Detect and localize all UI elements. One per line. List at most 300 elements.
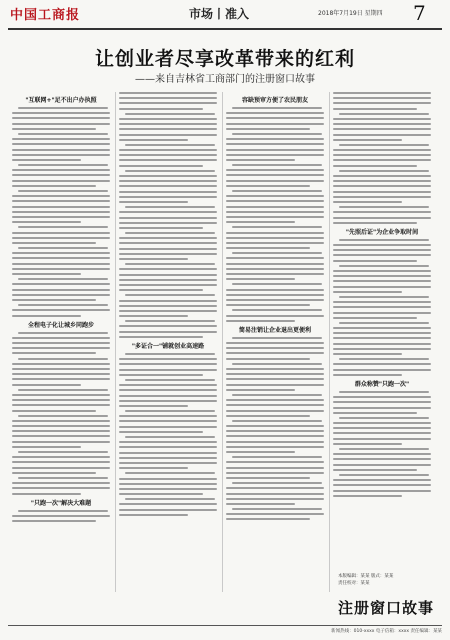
text-line-placeholder — [333, 280, 431, 282]
text-line-placeholder — [226, 206, 324, 208]
text-line-placeholder — [226, 487, 324, 489]
article-subheadline: ——来自吉林省工商部门的注册窗口故事 — [135, 74, 315, 85]
text-line-placeholder — [333, 458, 431, 460]
text-line-placeholder — [333, 301, 431, 303]
text-line-placeholder — [18, 358, 108, 360]
text-line-placeholder — [119, 139, 188, 141]
text-line-placeholder — [226, 159, 295, 161]
text-line-placeholder — [226, 123, 324, 125]
text-line-placeholder — [12, 493, 81, 495]
text-line-placeholder — [12, 237, 110, 239]
text-line-placeholder — [18, 190, 108, 192]
text-line-placeholder — [226, 352, 324, 354]
text-line-placeholder — [226, 211, 324, 213]
text-line-placeholder — [18, 477, 108, 479]
text-line-placeholder — [333, 196, 431, 198]
text-line-placeholder — [12, 363, 110, 365]
text-line-placeholder — [125, 263, 215, 265]
text-line-placeholder — [339, 417, 429, 419]
text-line-placeholder — [226, 304, 310, 306]
credit-line: 责任校对：某某 — [338, 581, 370, 586]
text-line-placeholder — [333, 102, 431, 104]
text-line-placeholder — [232, 420, 322, 422]
text-line-placeholder — [119, 268, 217, 270]
text-line-placeholder — [125, 498, 215, 500]
text-line-placeholder — [339, 170, 429, 172]
text-line-placeholder — [333, 401, 431, 403]
text-line-placeholder — [226, 378, 324, 380]
text-line-placeholder — [226, 513, 324, 515]
text-line-placeholder — [119, 242, 217, 244]
text-line-placeholder — [119, 446, 217, 448]
text-line-placeholder — [12, 425, 110, 427]
text-line-placeholder — [232, 107, 322, 109]
text-line-placeholder — [12, 180, 110, 182]
text-line-placeholder — [226, 518, 310, 520]
text-line-placeholder — [12, 174, 110, 176]
column-subhead: "只跑一次"解决大难题 — [30, 499, 92, 507]
text-line-placeholder — [125, 379, 215, 381]
text-line-placeholder — [119, 420, 217, 422]
text-line-placeholder — [333, 201, 402, 203]
text-line-placeholder — [12, 315, 81, 317]
text-line-placeholder — [12, 410, 96, 412]
page-number: 7 — [413, 1, 426, 25]
text-line-placeholder — [333, 275, 431, 277]
text-line-placeholder — [226, 278, 295, 280]
text-line-placeholder — [12, 467, 110, 469]
text-line-placeholder — [12, 123, 110, 125]
text-line-placeholder — [125, 170, 215, 172]
text-line-placeholder — [119, 175, 217, 177]
text-line-placeholder — [226, 320, 295, 322]
text-line-placeholder — [119, 503, 217, 505]
text-line-placeholder — [12, 520, 96, 522]
text-line-placeholder — [333, 175, 431, 177]
text-line-placeholder — [12, 420, 110, 422]
text-line-placeholder — [119, 315, 188, 317]
text-line-placeholder — [12, 200, 110, 202]
text-line-placeholder — [12, 143, 110, 145]
text-line-placeholder — [226, 143, 324, 145]
text-line-placeholder — [226, 247, 310, 249]
text-line-placeholder — [232, 226, 322, 228]
text-line-placeholder — [12, 378, 110, 380]
text-line-placeholder — [119, 180, 217, 182]
text-line-placeholder — [12, 211, 110, 213]
text-line-placeholder — [12, 149, 110, 151]
text-line-placeholder — [119, 452, 217, 454]
text-line-placeholder — [333, 97, 431, 99]
text-line-placeholder — [119, 363, 217, 365]
column-divider — [222, 92, 223, 592]
text-line-placeholder — [12, 342, 110, 344]
text-line-placeholder — [119, 92, 217, 94]
text-line-placeholder — [226, 493, 324, 495]
text-line-placeholder — [333, 165, 417, 167]
column-divider — [329, 92, 330, 592]
text-line-placeholder — [12, 232, 110, 234]
text-line-placeholder — [125, 206, 215, 208]
text-line-placeholder — [18, 510, 108, 512]
text-line-placeholder — [119, 431, 203, 433]
text-line-placeholder — [333, 432, 431, 434]
text-line-placeholder — [119, 514, 188, 516]
text-line-placeholder — [333, 286, 431, 288]
text-line-placeholder — [226, 273, 324, 275]
text-line-placeholder — [12, 472, 96, 474]
text-line-placeholder — [226, 461, 324, 463]
text-line-placeholder — [226, 169, 324, 171]
text-line-placeholder — [339, 239, 429, 241]
text-line-placeholder — [18, 247, 108, 249]
text-line-placeholder — [119, 149, 217, 151]
text-line-placeholder — [119, 384, 217, 386]
newspaper-logo: 中国工商报 — [10, 8, 81, 23]
text-line-placeholder — [333, 490, 431, 492]
text-line-placeholder — [226, 477, 310, 479]
text-line-placeholder — [119, 196, 217, 198]
text-line-placeholder — [12, 487, 110, 489]
text-line-placeholder — [119, 154, 217, 156]
text-line-placeholder — [12, 482, 110, 484]
text-line-placeholder — [333, 211, 431, 213]
text-line-placeholder — [12, 242, 96, 244]
credit-line: 本版编辑：某某 版式：某某 — [338, 574, 394, 579]
text-line-placeholder — [119, 374, 203, 376]
text-line-placeholder — [12, 195, 110, 197]
text-line-placeholder — [333, 453, 431, 455]
text-line-placeholder — [119, 118, 217, 120]
text-line-placeholder — [333, 254, 431, 256]
article-column-1 — [12, 92, 110, 525]
text-line-placeholder — [119, 389, 217, 391]
editor-credits — [338, 573, 443, 587]
text-line-placeholder — [226, 289, 324, 291]
text-line-placeholder — [333, 217, 431, 219]
text-line-placeholder — [18, 332, 108, 334]
text-line-placeholder — [333, 222, 417, 224]
text-line-placeholder — [333, 327, 431, 329]
text-line-placeholder — [226, 467, 324, 469]
text-line-placeholder — [333, 249, 431, 251]
text-line-placeholder — [226, 472, 324, 474]
text-line-placeholder — [119, 336, 203, 338]
text-line-placeholder — [333, 407, 431, 409]
text-line-placeholder — [12, 216, 110, 218]
text-line-placeholder — [333, 134, 431, 136]
text-line-placeholder — [119, 248, 217, 250]
text-line-placeholder — [12, 294, 110, 296]
text-line-placeholder — [226, 498, 324, 500]
text-line-placeholder — [119, 279, 217, 281]
text-line-placeholder — [125, 410, 215, 412]
text-line-placeholder — [12, 394, 110, 396]
text-line-placeholder — [12, 159, 81, 161]
text-line-placeholder — [226, 242, 324, 244]
text-line-placeholder — [226, 368, 324, 370]
text-line-placeholder — [12, 252, 110, 254]
text-line-placeholder — [226, 358, 310, 360]
text-line-placeholder — [226, 221, 295, 223]
text-line-placeholder — [226, 435, 324, 437]
text-line-placeholder — [119, 493, 203, 495]
text-line-placeholder — [333, 412, 417, 414]
text-line-placeholder — [226, 446, 324, 448]
text-line-placeholder — [333, 369, 431, 371]
text-line-placeholder — [18, 164, 108, 166]
text-line-placeholder — [333, 139, 402, 141]
text-line-placeholder — [119, 102, 217, 104]
text-line-placeholder — [333, 443, 402, 445]
text-line-placeholder — [339, 144, 429, 146]
text-line-placeholder — [339, 113, 429, 115]
text-line-placeholder — [119, 274, 217, 276]
text-line-placeholder — [119, 467, 188, 469]
article-column-2 — [119, 92, 217, 519]
text-line-placeholder — [12, 138, 110, 140]
text-line-placeholder — [226, 410, 324, 412]
text-line-placeholder — [226, 216, 324, 218]
text-line-placeholder — [226, 425, 324, 427]
text-line-placeholder — [119, 258, 188, 260]
article-column-3 — [226, 92, 324, 524]
masthead — [0, 0, 450, 30]
text-line-placeholder — [119, 369, 217, 371]
text-line-placeholder — [12, 273, 81, 275]
text-line-placeholder — [12, 289, 110, 291]
text-line-placeholder — [12, 347, 110, 349]
text-line-placeholder — [339, 322, 429, 324]
text-line-placeholder — [232, 164, 322, 166]
text-line-placeholder — [119, 462, 217, 464]
text-line-placeholder — [226, 174, 324, 176]
text-line-placeholder — [119, 289, 203, 291]
text-line-placeholder — [226, 232, 324, 234]
text-line-placeholder — [226, 200, 324, 202]
text-line-placeholder — [226, 389, 295, 391]
text-line-placeholder — [12, 456, 110, 458]
text-line-placeholder — [333, 159, 431, 161]
text-line-placeholder — [12, 461, 110, 463]
text-line-placeholder — [226, 315, 324, 317]
text-line-placeholder — [333, 348, 431, 350]
text-line-placeholder — [12, 368, 110, 370]
text-line-placeholder — [119, 201, 188, 203]
text-line-placeholder — [333, 427, 431, 429]
column-subhead: "先照后证"为企业争取时间 — [345, 228, 419, 236]
dateline: 2018年7月19日 星期四 — [318, 10, 383, 17]
text-line-placeholder — [226, 373, 324, 375]
text-line-placeholder — [18, 107, 108, 109]
text-line-placeholder — [119, 325, 217, 327]
text-line-placeholder — [12, 221, 81, 223]
text-line-placeholder — [333, 363, 431, 365]
text-line-placeholder — [119, 331, 217, 333]
text-line-placeholder — [119, 488, 217, 490]
text-line-placeholder — [119, 441, 217, 443]
text-line-placeholder — [333, 306, 431, 308]
column-subhead: "互联网+"足不出户办执照 — [25, 97, 97, 104]
text-line-placeholder — [12, 515, 110, 517]
text-line-placeholder — [333, 270, 431, 272]
text-line-placeholder — [12, 441, 110, 443]
text-line-placeholder — [119, 400, 217, 402]
text-line-placeholder — [226, 128, 310, 130]
text-line-placeholder — [226, 430, 324, 432]
text-line-placeholder — [119, 405, 188, 407]
text-line-placeholder — [226, 451, 295, 453]
column-subhead: "多证合一"铺就创业高速路 — [131, 343, 205, 350]
text-line-placeholder — [119, 108, 203, 110]
text-line-placeholder — [333, 438, 431, 440]
text-line-placeholder — [119, 305, 217, 307]
text-line-placeholder — [339, 448, 429, 450]
text-line-placeholder — [12, 257, 110, 259]
article-headline: 让创业者尽享改革带来的红利 — [94, 48, 355, 70]
text-line-placeholder — [333, 374, 402, 376]
text-line-placeholder — [333, 343, 431, 345]
text-line-placeholder — [18, 304, 108, 306]
text-line-placeholder — [12, 384, 81, 386]
text-line-placeholder — [339, 358, 429, 360]
text-line-placeholder — [12, 154, 110, 156]
text-line-placeholder — [119, 134, 217, 136]
text-line-placeholder — [119, 358, 217, 360]
text-line-placeholder — [333, 185, 431, 187]
text-line-placeholder — [226, 299, 324, 301]
text-line-placeholder — [226, 117, 324, 119]
page-footer: 新闻热线：010-xxxx 电子信箱：xxxx 责任编辑：某某 — [8, 625, 442, 634]
text-line-placeholder — [125, 353, 215, 355]
text-line-placeholder — [18, 389, 108, 391]
text-line-placeholder — [125, 294, 215, 296]
text-line-placeholder — [226, 257, 324, 259]
text-line-placeholder — [12, 283, 110, 285]
text-line-placeholder — [226, 342, 324, 344]
text-line-placeholder — [226, 503, 295, 505]
text-line-placeholder — [232, 508, 322, 510]
text-line-placeholder — [119, 415, 217, 417]
text-line-placeholder — [333, 260, 417, 262]
text-line-placeholder — [12, 337, 110, 339]
text-line-placeholder — [18, 451, 108, 453]
text-line-placeholder — [333, 92, 431, 94]
article-column-4 — [333, 92, 431, 500]
text-line-placeholder — [333, 154, 431, 156]
text-line-placeholder — [333, 353, 402, 355]
text-line-placeholder — [125, 144, 215, 146]
text-line-placeholder — [333, 337, 431, 339]
text-line-placeholder — [232, 482, 322, 484]
text-line-placeholder — [119, 253, 217, 255]
text-line-placeholder — [226, 185, 310, 187]
text-line-placeholder — [119, 237, 217, 239]
text-line-placeholder — [226, 268, 324, 270]
text-line-placeholder — [119, 284, 217, 286]
text-line-placeholder — [232, 309, 322, 311]
text-line-placeholder — [333, 464, 431, 466]
text-line-placeholder — [333, 291, 402, 293]
text-line-placeholder — [333, 180, 431, 182]
text-line-placeholder — [119, 457, 217, 459]
text-line-placeholder — [226, 384, 324, 386]
text-line-placeholder — [232, 133, 322, 135]
text-line-placeholder — [333, 495, 402, 497]
text-line-placeholder — [226, 149, 324, 151]
column-divider — [115, 92, 116, 592]
text-line-placeholder — [119, 159, 217, 161]
text-line-placeholder — [119, 310, 217, 312]
text-line-placeholder — [226, 195, 324, 197]
text-line-placeholder — [232, 252, 322, 254]
text-line-placeholder — [12, 446, 81, 448]
text-line-placeholder — [232, 190, 322, 192]
text-line-placeholder — [226, 404, 324, 406]
text-line-placeholder — [333, 128, 431, 130]
header-rule — [8, 28, 442, 30]
text-line-placeholder — [226, 294, 324, 296]
text-line-placeholder — [125, 113, 215, 115]
text-line-placeholder — [12, 112, 110, 114]
text-line-placeholder — [119, 300, 217, 302]
text-line-placeholder — [339, 474, 429, 476]
column-subhead: 全程电子化让城乡同跑步 — [27, 321, 94, 329]
text-line-placeholder — [119, 217, 217, 219]
text-line-placeholder — [339, 206, 429, 208]
text-line-placeholder — [226, 441, 324, 443]
text-line-placeholder — [226, 112, 324, 114]
text-line-placeholder — [119, 191, 217, 193]
text-line-placeholder — [12, 128, 96, 130]
text-line-placeholder — [333, 484, 431, 486]
text-line-placeholder — [333, 332, 431, 334]
text-line-placeholder — [339, 296, 429, 298]
text-line-placeholder — [226, 399, 324, 401]
text-line-placeholder — [119, 478, 217, 480]
text-line-placeholder — [12, 404, 110, 406]
text-line-placeholder — [333, 396, 431, 398]
text-line-placeholder — [119, 123, 217, 125]
text-line-placeholder — [12, 268, 110, 270]
text-line-placeholder — [119, 222, 217, 224]
text-line-placeholder — [12, 206, 110, 208]
text-line-placeholder — [12, 399, 110, 401]
text-line-placeholder — [119, 227, 203, 229]
text-line-placeholder — [119, 211, 217, 213]
text-line-placeholder — [12, 169, 110, 171]
text-line-placeholder — [12, 309, 110, 311]
text-line-placeholder — [125, 472, 215, 474]
text-line-placeholder — [18, 278, 108, 280]
text-line-placeholder — [119, 165, 203, 167]
text-line-placeholder — [226, 263, 324, 265]
text-line-placeholder — [333, 422, 431, 424]
text-line-placeholder — [333, 469, 417, 471]
section-title: 市场丨准入 — [189, 7, 250, 21]
text-line-placeholder — [333, 118, 431, 120]
text-line-placeholder — [333, 312, 431, 314]
text-line-placeholder — [119, 426, 217, 428]
column-subhead: 容缺预审方便了农民朋友 — [241, 97, 308, 104]
text-line-placeholder — [226, 180, 324, 182]
text-line-placeholder — [226, 154, 324, 156]
text-line-placeholder — [339, 265, 429, 267]
text-line-placeholder — [333, 244, 431, 246]
series-stamp: 注册窗口故事 — [338, 599, 435, 617]
text-line-placeholder — [119, 395, 217, 397]
column-subhead: 群众称赞"只跑一次" — [354, 380, 410, 388]
